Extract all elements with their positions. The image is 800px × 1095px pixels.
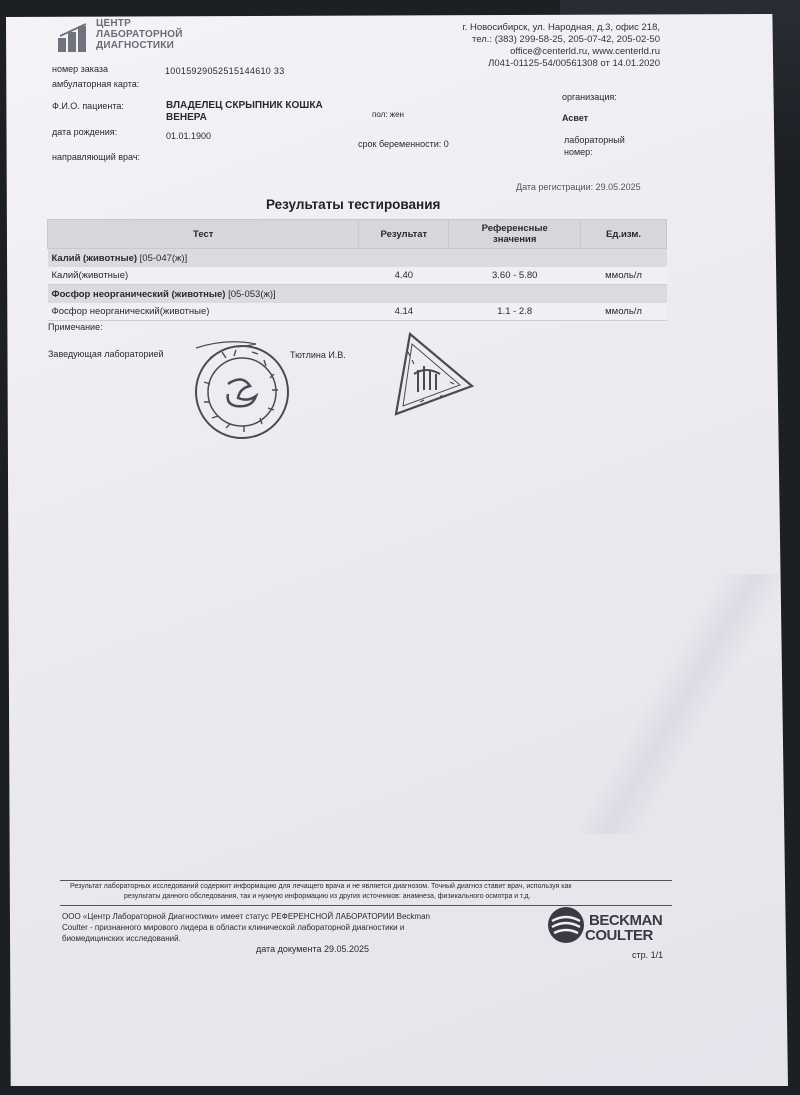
- group-name: Калий (животные): [51, 252, 138, 264]
- header-test: Тест: [48, 220, 359, 249]
- lab-web: office@centerld.ru, www.centerld.ru: [510, 46, 660, 57]
- cell-result: 4.14: [359, 303, 449, 321]
- lab-logo-text: [96, 18, 183, 51]
- header-result: Результат: [359, 220, 449, 249]
- header-reference-line1: Референсные: [481, 223, 548, 234]
- round-stamp-icon: [192, 340, 292, 440]
- note-label: Примечание:: [48, 322, 103, 332]
- sex-label: пол: жен: [372, 110, 404, 119]
- order-label: номер заказа: [52, 64, 108, 74]
- patient-name-line2: ВЕНЕРА: [166, 112, 207, 123]
- footer-divider: [60, 880, 672, 881]
- group-row: [48, 285, 667, 304]
- triangle-stamp-icon: [390, 330, 476, 416]
- logo-line: ЛАБОРАТОРНОЙ: [96, 29, 183, 40]
- header-reference-line2: значения: [492, 234, 537, 245]
- disclaimer-line2: результаты данного обследования, так и нужную информацию из других источников: анамнеза, физикального осмотра и т.д.: [124, 893, 531, 900]
- cell-test: Калий(животные): [48, 267, 359, 285]
- cell-unit: ммоль/л: [581, 303, 667, 321]
- order-value: 10015929052515144610 33: [165, 66, 285, 76]
- lab-number-label-2: номер:: [564, 147, 593, 157]
- table-header-row: [48, 220, 667, 249]
- lab-license: Л041-01125-54/00561308 от 14.01.2020: [488, 58, 660, 69]
- cell-reference: 1.1 - 2.8: [449, 303, 581, 321]
- patient-name-line1: ВЛАДЕЛЕЦ СКРЫПНИК КОШКА: [166, 100, 323, 111]
- head-of-lab-label: Заведующая лабораторией: [48, 349, 164, 359]
- org-value: Асвет: [562, 113, 589, 123]
- org-label: организация:: [562, 92, 617, 102]
- results-title: Результаты тестирования: [266, 197, 441, 212]
- dob-value: 01.01.1900: [166, 131, 212, 141]
- about-line2: Coulter - признанного мирового лидера в области клинической лабораторной диагностики и: [62, 923, 405, 932]
- group-code: [05-047(ж)]: [139, 252, 188, 264]
- paper-fold-shadow: [581, 574, 781, 834]
- group-title: [48, 285, 667, 304]
- lab-number-label: лабораторный: [564, 135, 625, 145]
- head-of-lab-name: Тютлина И.В.: [290, 350, 346, 360]
- logo-line: ДИАГНОСТИКИ: [96, 40, 174, 51]
- header-reference: [449, 220, 581, 249]
- doctor-label: направляющий врач:: [52, 152, 141, 162]
- cell-result: 4.40: [359, 267, 449, 285]
- page-number: стр. 1/1: [632, 950, 664, 960]
- lab-address: г. Новосибирск, ул. Народная, д.3, офис 218,: [462, 22, 660, 33]
- lab-contacts: [462, 22, 660, 70]
- pregnancy-label: срок беременности: 0: [358, 139, 449, 149]
- card-label: амбулаторная карта:: [52, 79, 140, 89]
- about-line3: биомедицинских исследований.: [62, 934, 181, 943]
- disclaimer-line1: Результат лабораторных исследований содержит информацию для лечащего врача и не является диагнозом. Точный диагноз ставит врач, используя как: [70, 883, 572, 890]
- lab-logo-icon: [56, 22, 92, 54]
- group-name: Фосфор неорганический (животные): [51, 288, 226, 300]
- cell-test: Фосфор неорганический(животные): [48, 303, 359, 321]
- results-table: [47, 219, 667, 321]
- cell-reference: 3.60 - 5.80: [449, 267, 581, 285]
- header-unit: Ед.изм.: [581, 220, 667, 249]
- about-line1: ООО «Центр Лабораторной Диагностики» имеет статус РЕФЕРЕНСНОЙ ЛАБОРАТОРИИ Beckman: [62, 912, 430, 921]
- lab-phones: тел.: (383) 299-58-25, 205-07-42, 205-02-50: [472, 34, 660, 45]
- logo-line: ЦЕНТР: [96, 18, 131, 29]
- table-row: [48, 303, 667, 321]
- dob-label: дата рождения:: [52, 127, 118, 137]
- group-title: [48, 249, 667, 268]
- patient-name-label: Ф.И.О. пациента:: [52, 101, 124, 111]
- beckman-coulter-logo-icon: [546, 905, 586, 945]
- cell-unit: ммоль/л: [581, 267, 667, 285]
- brand-line2: COULTER: [585, 927, 653, 944]
- registration-date: Дата регистрации: 29.05.2025: [516, 182, 641, 192]
- brand-line1: BECKMAN: [589, 912, 663, 929]
- group-code: [05-053(ж)]: [228, 288, 276, 300]
- document-date: дата документа 29.05.2025: [256, 944, 370, 954]
- table-row: [48, 267, 667, 285]
- group-row: [48, 249, 667, 268]
